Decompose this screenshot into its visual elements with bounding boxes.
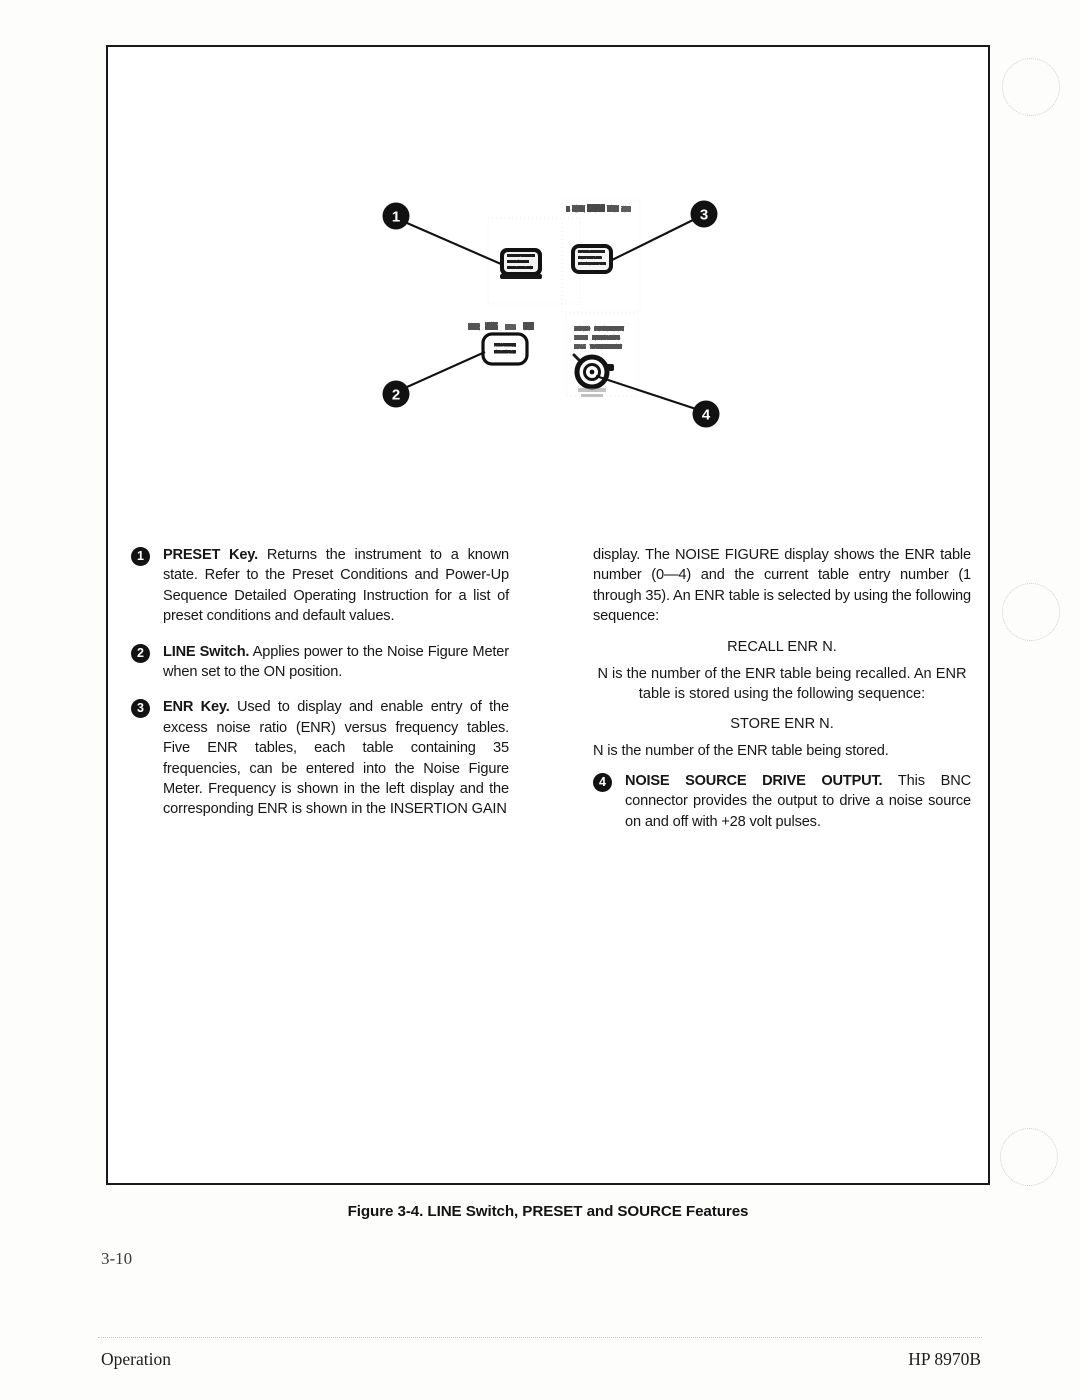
feature-term: NOISE SOURCE DRIVE OUTPUT. [625,772,883,789]
feature-text: Returns the instrument to a known state. Refer to the Preset Conditions and Power-Up Sequence Detailed Operating Instruction for a list of preset conditions and default values. [163,547,509,625]
svg-text:3: 3 [699,206,709,224]
hole-punch-mark [1002,583,1060,641]
feature-text: Used to display and enable entry of the excess noise ratio (ENR) versus frequency tables. Five ENR tables, each table containing 35 frequencies, can be entered into the Noise Figure Meter. Frequency is shown in the left display and the corresponding ENR is shown in the INSERTION GAIN [163,699,509,818]
feature-item-preset-key [131,545,509,627]
feature-term: ENR Key. [163,699,230,716]
feature-term: LINE Switch. [163,643,250,660]
bnc-legend-text [574,326,624,349]
line-switch-scale-labels [468,322,534,330]
feature-term: PRESET Key. [163,547,258,563]
bnc-connector-graphic [574,355,614,397]
callout-number-badge: 1 [131,547,150,566]
page-number: 3-10 [101,1249,133,1268]
callout-bubble-2 [383,381,410,408]
recall-enr-note: N is the number of the ENR table being recalled. An ENR table is stored using the following sequence: [597,665,967,703]
enr-key-graphic [571,244,613,274]
figure-artwork [380,190,725,430]
hole-punch-mark [1000,1128,1058,1186]
store-enr-command: STORE ENR N. [730,716,834,733]
feature-description [163,697,509,819]
enr-key-continuation-text: display. The NOISE FIGURE display shows the ENR table number (0—4) and the current table entry number (1 through 35). An ENR table is selected by using the following sequence: [593,547,971,625]
figure-caption: Figure 3-4. LINE Switch, PRESET and SOURCE Features [347,1203,749,1220]
left-column [131,545,509,835]
feature-description [163,545,509,627]
hole-punch-mark [1002,58,1060,116]
callout-bubble-4 [693,401,720,428]
feature-text: Applies power to the Noise Figure Meter when set to the ON position. [163,643,509,681]
preset-key-graphic [500,248,542,279]
store-enr-note: N is the number of the ENR table being stored. [593,743,889,760]
svg-text:4: 4 [701,406,711,424]
line-switch-graphic [483,334,527,364]
callout-number-badge: 4 [593,773,612,792]
footer-model-label: HP 8970B [908,1349,981,1369]
callout-bubble-1 [383,203,410,230]
recall-enr-command: RECALL ENR N. [727,638,837,655]
feature-item-noise-source-drive-output [593,771,971,832]
callout-number-badge: 2 [131,644,150,663]
enr-group-legend [566,204,631,212]
feature-item-enr-key [131,697,509,819]
feature-description [625,771,971,832]
footer-section-label: Operation [101,1349,171,1369]
feature-text: This BNC connector provides the output to drive a noise source on and off with +28 volt pulses. [625,772,971,830]
callout-number-badge: 3 [131,699,150,718]
right-column [593,545,971,847]
callout-leader-lines [407,220,696,409]
description-columns [131,545,971,865]
feature-item-line-switch [131,642,509,683]
feature-description [163,642,509,683]
svg-text:1: 1 [391,208,401,226]
panel-background [488,200,640,396]
footer-divider [98,1337,982,1338]
callout-bubble-3 [691,201,718,228]
svg-text:2: 2 [391,386,401,404]
